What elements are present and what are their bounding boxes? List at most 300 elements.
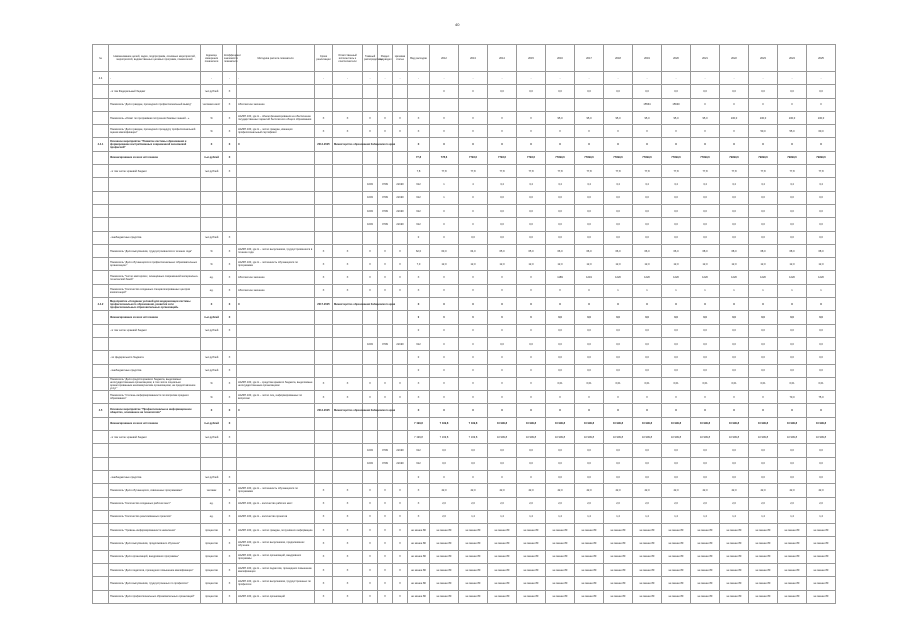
table-cell: 0,0 — [720, 364, 749, 377]
table-cell: Основное мероприятие "Профессиональное информационное общество, основанное на технологиях" — [109, 404, 201, 417]
table-cell — [378, 470, 393, 483]
table-cell: 0,0 — [807, 218, 836, 231]
program-table — [92, 44, 836, 604]
table-cell: 10 999,8 — [749, 431, 778, 444]
table-cell: 0,0 — [604, 85, 633, 98]
table-cell: не менее 80 — [778, 563, 807, 576]
table-cell — [378, 324, 393, 337]
table-cell: Х — [430, 271, 459, 284]
table-cell: не менее 80 — [633, 563, 662, 576]
table-cell: 0,0 — [807, 364, 836, 377]
table-cell: 0,0 — [749, 364, 778, 377]
table-cell: 1220 — [633, 271, 662, 284]
table-cell: 1 — [720, 284, 749, 297]
table-cell: процентов — [201, 590, 223, 603]
table-cell: 0,0 — [546, 337, 575, 350]
table-cell: 0,0 — [633, 337, 662, 350]
table-cell: не менее 80 — [778, 524, 807, 537]
table-cell: Абсолютное значение — [237, 284, 315, 297]
table-cell: % — [201, 244, 223, 257]
table-cell: 0,0 — [778, 444, 807, 457]
table-cell: - — [201, 72, 223, 85]
table-cell: 1,4 — [662, 510, 691, 523]
table-cell: не менее 80 — [517, 537, 546, 550]
table-cell: 0,0 — [575, 85, 604, 98]
table-cell: 0,0 — [807, 311, 836, 324]
table-cell: 0,0 — [778, 337, 807, 350]
table-cell: - — [517, 72, 546, 85]
table-cell: - — [223, 72, 237, 85]
table-cell: 0,0 — [430, 457, 459, 470]
table-row — [93, 72, 836, 85]
table-cell: Х — [749, 391, 778, 404]
table-cell — [93, 178, 109, 191]
table-cell: 0,0 — [778, 204, 807, 217]
table-cell — [93, 510, 109, 523]
table-cell: Х — [333, 377, 363, 390]
table-cell: НА/ЯП·100, где Н – количество рабочих мест — [237, 497, 315, 510]
table-cell: тыс.рублей — [201, 231, 223, 244]
table-cell — [237, 218, 315, 231]
table-cell: 77,8 — [691, 165, 720, 178]
table-cell: 2,0 — [488, 497, 517, 510]
table-cell: - в том числе: краевой бюджет — [109, 324, 201, 337]
table-cell: Х — [237, 404, 315, 417]
table-cell: Х — [408, 497, 430, 510]
table-cell — [333, 457, 363, 470]
table-cell: 0,0 — [720, 444, 749, 457]
table-cell: Х — [720, 138, 749, 151]
table-cell: 10 999,8 — [546, 431, 575, 444]
table-cell — [109, 178, 201, 191]
table-cell: не менее 80 — [749, 537, 778, 550]
table-cell: тыс.рублей — [201, 431, 223, 444]
table-cell — [363, 470, 378, 483]
table-cell: не менее 80 — [459, 550, 488, 563]
table-cell: Х — [223, 258, 237, 271]
table-cell: - — [691, 72, 720, 85]
table-cell: 0 — [517, 351, 546, 364]
table-cell: 60,0 — [807, 125, 836, 138]
table-cell: Х — [517, 111, 546, 124]
table-cell: 0,0 — [488, 337, 517, 350]
table-cell — [315, 204, 333, 217]
table-cell — [93, 497, 109, 510]
table-cell: 0 — [430, 204, 459, 217]
table-cell — [393, 311, 408, 324]
table-cell: не менее 80 — [633, 590, 662, 603]
table-cell: 0 — [430, 337, 459, 350]
table-cell: Министерство образования Хабаровского края — [333, 404, 363, 417]
table-cell: 7 199,8 — [459, 431, 488, 444]
table-row — [93, 364, 836, 377]
table-cell: 0,0 — [691, 85, 720, 98]
table-cell: 3,4 — [662, 178, 691, 191]
table-cell: 0,0 — [575, 351, 604, 364]
table-row — [93, 337, 836, 350]
table-cell: Показатель "Количество созданных рабочих мест" — [109, 497, 201, 510]
table-cell: Х — [333, 537, 363, 550]
table-cell: Х — [807, 298, 836, 311]
table-cell: 10 999,8 — [488, 431, 517, 444]
table-cell: Х — [333, 497, 363, 510]
table-cell: 0,0 — [662, 457, 691, 470]
table-cell: 77,8 — [633, 165, 662, 178]
table-cell: 612 — [408, 444, 430, 457]
header-year-2023: 2023 — [749, 45, 778, 72]
table-cell: 12,0 — [459, 258, 488, 271]
table-cell: 0 — [459, 218, 488, 231]
table-cell: 0 — [459, 351, 488, 364]
table-cell: не менее 80 — [691, 590, 720, 603]
table-cell: 0,0 — [778, 231, 807, 244]
table-cell: Х — [430, 377, 459, 390]
table-row — [93, 391, 836, 404]
table-cell: 0,0 — [633, 351, 662, 364]
table-cell: 77,8 — [546, 165, 575, 178]
table-cell: Х — [408, 298, 430, 311]
table-cell: не менее 80 — [517, 563, 546, 576]
table-cell: 612 — [408, 191, 430, 204]
table-cell: Х — [223, 244, 237, 257]
table-cell: Х — [223, 510, 237, 523]
table-row — [93, 524, 836, 537]
table-cell: 77,8 — [662, 165, 691, 178]
table-cell: 0,0 — [604, 444, 633, 457]
table-cell: 1,4 — [459, 510, 488, 523]
table-cell — [93, 457, 109, 470]
table-cell: Х — [408, 138, 430, 151]
table-cell: ед. — [201, 284, 223, 297]
table-cell: не менее 80 — [749, 563, 778, 576]
table-cell: 0,0 — [604, 324, 633, 337]
table-cell — [93, 125, 109, 138]
table-row — [93, 258, 836, 271]
table-cell: Х — [408, 125, 430, 138]
table-cell: не менее 80 — [546, 524, 575, 537]
table-cell: Показатель "Доля педагогов, прошедших повышение квалификации" — [109, 563, 201, 576]
table-cell: 22190 — [393, 337, 408, 350]
table-cell: Х — [430, 391, 459, 404]
table-cell: 22190 — [393, 444, 408, 457]
table-cell: - — [315, 72, 333, 85]
table-cell: 0 — [517, 470, 546, 483]
table-cell — [93, 537, 109, 550]
table-cell — [378, 231, 393, 244]
table-cell — [363, 417, 378, 430]
table-cell: 100,0 — [720, 111, 749, 124]
table-cell: Мероприятие «Создание условий для модернизации системы профессионального образования, развития сети профессиональных образовательных организаций» — [109, 298, 201, 311]
table-cell: 77999,6 — [633, 151, 662, 164]
table-cell: Показатель "Количество созданных специализированных центров компетенций" — [109, 284, 201, 297]
table-cell: 2,0 — [720, 497, 749, 510]
table-cell: 10 999,8 — [807, 417, 836, 430]
table-cell: 0,0 — [517, 444, 546, 457]
table-cell — [393, 470, 408, 483]
table-cell: не менее 80 — [662, 537, 691, 550]
table-cell: Х — [459, 377, 488, 390]
table-cell: Х — [408, 484, 430, 497]
table-cell: не менее 80 — [430, 577, 459, 590]
table-cell: Х — [546, 391, 575, 404]
table-cell: 0,0 — [691, 191, 720, 204]
table-cell — [363, 351, 378, 364]
table-cell: не менее 80 — [488, 550, 517, 563]
table-cell — [378, 431, 393, 444]
table-cell: 0,0 — [662, 231, 691, 244]
table-cell: - — [109, 72, 201, 85]
table-cell — [333, 364, 363, 377]
table-cell: Х — [517, 298, 546, 311]
table-row — [93, 165, 836, 178]
table-cell — [604, 98, 633, 111]
table-cell: 0,0 — [488, 218, 517, 231]
table-cell — [109, 337, 201, 350]
table-cell: Х — [408, 271, 430, 284]
table-cell: человек — [201, 484, 223, 497]
table-cell: 42,0 — [488, 484, 517, 497]
table-cell: Х — [633, 391, 662, 404]
table-cell: 0 — [430, 218, 459, 231]
table-cell: 0,0 — [807, 444, 836, 457]
table-cell — [333, 98, 363, 111]
table-cell: Х — [393, 577, 408, 590]
table-cell: 2014-2025 — [315, 138, 333, 151]
table-cell — [363, 165, 378, 178]
table-cell: Х — [363, 258, 378, 271]
table-cell: 0 — [430, 85, 459, 98]
header-year-2019: 2019 — [633, 45, 662, 72]
table-cell: НА/ЯП·100, где Н – число выпускников, трудоустроенных по профессии — [237, 577, 315, 590]
table-row — [93, 151, 836, 164]
table-cell: 75,0 — [807, 391, 836, 404]
table-cell: не менее 80 — [430, 590, 459, 603]
table-cell: Х — [662, 138, 691, 151]
table-cell: Х — [378, 484, 393, 497]
table-cell: 0 — [517, 311, 546, 324]
table-cell: 63,0 — [430, 244, 459, 257]
table-cell: 0,0 — [749, 337, 778, 350]
table-cell — [237, 351, 315, 364]
table-cell: тыс.рублей — [201, 151, 223, 164]
table-cell: не менее 80 — [459, 563, 488, 576]
table-cell: Х — [201, 404, 223, 417]
table-cell: 1 — [662, 284, 691, 297]
table-cell — [223, 444, 237, 457]
table-row — [93, 457, 836, 470]
table-cell — [363, 431, 378, 444]
table-cell: 0,0 — [488, 85, 517, 98]
table-cell: 0,0 — [488, 457, 517, 470]
table-cell: 68,0 — [807, 244, 836, 257]
table-cell — [315, 337, 333, 350]
table-cell — [333, 351, 363, 364]
table-cell: 2,0 — [807, 497, 836, 510]
table-cell: 1220 — [749, 271, 778, 284]
table-cell: Показатель "Доля выпускников, продолживших обучение" — [109, 537, 201, 550]
table-cell: - — [488, 72, 517, 85]
table-cell: 3,4 — [546, 178, 575, 191]
table-cell: 0,0 — [749, 191, 778, 204]
table-cell — [93, 351, 109, 364]
table-cell: Х — [459, 111, 488, 124]
table-cell — [201, 337, 223, 350]
table-cell: 0,0 — [517, 85, 546, 98]
table-row — [93, 244, 836, 257]
table-cell: 0,0 — [517, 457, 546, 470]
table-cell: 0 — [488, 311, 517, 324]
table-cell: 66,0 — [662, 244, 691, 257]
table-cell — [393, 98, 408, 111]
table-cell: 12,0 — [488, 258, 517, 271]
table-cell — [223, 204, 237, 217]
table-cell: - — [633, 72, 662, 85]
table-cell: 0,0 — [575, 324, 604, 337]
table-cell — [93, 151, 109, 164]
table-cell: 0,0 — [662, 351, 691, 364]
table-cell: Х — [363, 563, 378, 576]
table-cell: НА/ЯП·100, где Н – число педагогов, прошедших повышение квалификации — [237, 563, 315, 576]
table-cell: Х — [378, 550, 393, 563]
table-cell — [363, 364, 378, 377]
table-cell: 0 — [459, 311, 488, 324]
table-cell: Х — [223, 391, 237, 404]
table-cell: 0,01 — [575, 377, 604, 390]
header-funding-0: Главный распорядитель — [363, 45, 378, 72]
table-cell: Х — [315, 271, 333, 284]
table-cell: не менее 80 — [488, 563, 517, 576]
table-cell: 12,0 — [778, 258, 807, 271]
table-cell: 0 — [459, 470, 488, 483]
table-cell: Х — [333, 271, 363, 284]
header-method: Методика расчета показателя — [237, 45, 315, 72]
table-cell: 1003 — [363, 444, 378, 457]
table-row — [93, 590, 836, 603]
table-cell: 77,8 — [778, 165, 807, 178]
table-cell: Х — [488, 391, 517, 404]
table-cell: 0,0 — [778, 457, 807, 470]
table-cell: Х — [315, 577, 333, 590]
table-cell — [378, 85, 393, 98]
page-number: 40 — [455, 22, 460, 27]
table-cell: 2,0 — [430, 510, 459, 523]
table-cell: 10 999,8 — [778, 417, 807, 430]
table-cell: 7 199,8 — [408, 431, 430, 444]
table-cell: не менее 80 — [575, 563, 604, 576]
table-cell: 12,0 — [575, 258, 604, 271]
table-cell — [378, 311, 393, 324]
table-cell: не менее 80 — [662, 563, 691, 576]
table-cell: 0,0 — [633, 191, 662, 204]
table-cell: 0,0 — [807, 337, 836, 350]
table-cell: 79999,6 — [720, 151, 749, 164]
table-cell: Показатель "Число мастерских, оснащённых современной материально-технической базой" — [109, 271, 201, 284]
table-cell: Х — [691, 125, 720, 138]
table-cell: 0 — [807, 98, 836, 111]
table-cell: Основное мероприятие "Развитие системы образования и формирование востребованных современной экономикой профессий" — [109, 138, 201, 151]
table-cell: 0,0 — [633, 204, 662, 217]
table-cell: не менее 80 — [749, 577, 778, 590]
table-cell — [93, 165, 109, 178]
table-cell: - — [575, 72, 604, 85]
table-cell: 0,0 — [749, 324, 778, 337]
table-cell: не менее 80 — [430, 524, 459, 537]
table-cell: 0,0 — [604, 204, 633, 217]
table-cell: Х — [315, 258, 333, 271]
table-row — [93, 298, 836, 311]
table-cell: Х — [662, 391, 691, 404]
table-cell: не менее 80 — [459, 590, 488, 603]
table-cell: Х — [333, 111, 363, 124]
table-cell: Х — [237, 138, 315, 151]
table-cell: не менее 80 — [459, 524, 488, 537]
table-cell: Х — [363, 497, 378, 510]
table-cell: Х — [315, 391, 333, 404]
table-cell: Х — [778, 138, 807, 151]
table-cell: не менее 80 — [807, 524, 836, 537]
table-cell: Х — [223, 138, 237, 151]
table-cell: 0 — [430, 470, 459, 483]
table-cell — [93, 550, 109, 563]
table-cell — [237, 231, 315, 244]
table-cell: 3,4 — [633, 178, 662, 191]
table-cell: 12,0 — [517, 258, 546, 271]
header-year-2018: 2018 — [604, 45, 633, 72]
table-cell: 1003 — [363, 178, 378, 191]
table-cell: Х — [333, 284, 363, 297]
table-cell: - — [546, 72, 575, 85]
table-cell: 0,0 — [546, 351, 575, 364]
table-cell: тыс.рублей — [201, 85, 223, 98]
table-cell: Х — [546, 138, 575, 151]
table-cell — [333, 431, 363, 444]
table-cell: 2,0 — [604, 497, 633, 510]
table-cell — [109, 191, 201, 204]
table-cell — [333, 470, 363, 483]
table-cell: Х — [430, 284, 459, 297]
table-cell — [333, 218, 363, 231]
table-cell: 0,0 — [662, 204, 691, 217]
table-cell — [237, 337, 315, 350]
table-cell: Х — [546, 284, 575, 297]
table-cell: Х — [237, 298, 315, 311]
table-cell — [237, 431, 315, 444]
table-cell: 0,0 — [488, 204, 517, 217]
table-cell: 2,0 — [430, 497, 459, 510]
table-row — [93, 351, 836, 364]
table-cell: не менее 80 — [430, 563, 459, 576]
table-cell: Х — [378, 391, 393, 404]
table-cell: 0,0 — [807, 470, 836, 483]
table-cell: Х — [315, 550, 333, 563]
table-cell: 1220 — [662, 271, 691, 284]
table-cell: 12,0 — [430, 258, 459, 271]
table-cell: Х — [223, 271, 237, 284]
table-cell: Х — [363, 484, 378, 497]
table-cell — [459, 98, 488, 111]
table-cell: 1,4 — [749, 510, 778, 523]
table-cell: 0,0 — [633, 470, 662, 483]
table-cell — [333, 151, 363, 164]
table-cell — [430, 98, 459, 111]
table-cell: 3,4 — [749, 178, 778, 191]
table-cell: 2,0 — [546, 497, 575, 510]
table-cell: не менее 80 — [575, 550, 604, 563]
table-cell: 778,6 — [430, 151, 459, 164]
table-cell — [201, 218, 223, 231]
table-cell: 1,4 — [604, 510, 633, 523]
table-cell: - из федерального бюджета — [109, 351, 201, 364]
